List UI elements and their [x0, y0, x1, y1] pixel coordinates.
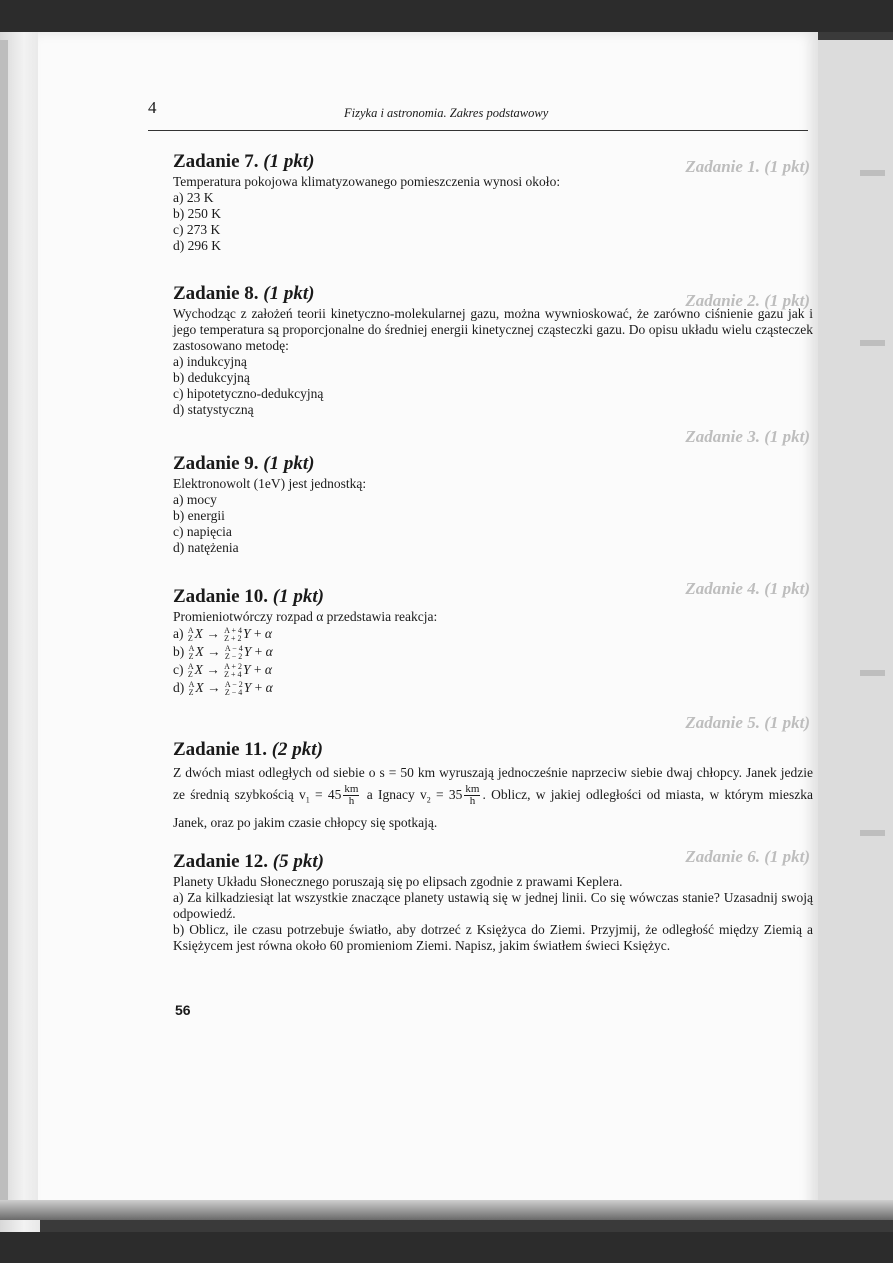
nuclide-indices: A + 2 Z + 4 [224, 661, 243, 679]
task-subquestion-a: a) Za kilkadziesiąt lat wszystkie znaczące planety ustawią się w jednej linii. Co się wówczas stanie? Uzasadnij swoją odpowiedź. [173, 890, 813, 921]
page-header [148, 68, 808, 128]
answer-option: a) indukcyjną [173, 354, 247, 369]
answer-option: b) 250 K [173, 206, 221, 221]
answer-option: d) statystyczną [173, 402, 254, 417]
nuclide-indices: A Z [188, 679, 195, 697]
answer-option: d) 296 K [173, 238, 221, 253]
page-bottom-shadow [0, 1200, 893, 1220]
task-12 [173, 847, 813, 954]
task-heading: Zadanie 9. (1 pkt) [173, 453, 315, 474]
nuclide-indices: A − 4 Z − 2 [224, 643, 243, 661]
task-9 [173, 452, 813, 556]
nuclide-indices: A − 2 Z − 4 [224, 679, 243, 697]
answer-option: c) hipotetyczno-dedukcyjną [173, 386, 324, 401]
task-7 [173, 150, 813, 254]
task-heading: Zadanie 8. (1 pkt) [173, 283, 315, 304]
task-heading: Zadanie 11. (2 pkt) [173, 739, 323, 760]
unit-fraction: $\frac{km}{h}$ [465, 783, 480, 808]
task-question: Z dwóch miast odległych od siebie o s = 50 km wyruszają jednocześnie naprzeciw siebie dwaj chłopcy. Janek jedzie ze średnią szybkością $v_1 = 45$ $\frac{km}{h}$ a Ignacy $v_2 = 35$ $\frac{km}{h}$ . Oblicz, w jakiej odległości od miasta, w którym mieszka Janek, oraz po jakim czasie chłopcy się spotkają. [173, 765, 813, 830]
nuclide-indices: A Z [188, 643, 195, 661]
answer-options [173, 354, 813, 418]
task-question: Elektronowolt (1eV) jest jednostką: [173, 476, 367, 491]
scan-border-top [0, 0, 893, 32]
answer-option: a) 23 K [173, 190, 214, 205]
bleed-through-text: Zadanie 2. (1 pkt) [685, 291, 810, 310]
reaction-option: a) A Z X → A + 4 Z + 2 Y + α [173, 625, 272, 643]
task-11 [173, 738, 813, 834]
reaction-option: d) A Z X → A − 2 Z − 4 Y + α [173, 679, 273, 697]
scan-border-bottom [0, 1232, 893, 1263]
running-title: Fizyka i astronomia. Zakres podstawowy [344, 106, 549, 120]
header-divider [148, 130, 808, 131]
task-question: Promieniotwórczy rozpad α przedstawia reakcja: [173, 609, 438, 624]
next-page-edge [815, 40, 893, 1215]
answer-option: b) dedukcyjną [173, 370, 250, 385]
answer-option: a) mocy [173, 492, 217, 507]
bleed-through-text: Zadanie 6. (1 pkt) [685, 847, 810, 866]
bleed-through-text: Zadanie 3. (1 pkt) [685, 427, 810, 446]
answer-option: c) napięcia [173, 524, 232, 539]
unit-fraction: $\frac{km}{h}$ [344, 783, 359, 808]
task-question: Temperatura pokojowa klimatyzowanego pomieszczenia wynosi około: [173, 174, 561, 189]
nuclide-indices: A Z [187, 625, 194, 643]
task-8 [173, 282, 813, 418]
footer-page-number: 56 [175, 1002, 191, 1018]
bleed-through-text: Zadanie 5. (1 pkt) [685, 713, 810, 732]
task-question: Wychodząc z założeń teorii kinetyczno-molekularnej gazu, można wywnioskować, że zarówno ciśnienie gazu jak i jego temperatura są proporcjonalne do średniej energii kinetycznej cząsteczki gazu. Do opisu układu wielu cząsteczek zastosowano metodę: [173, 306, 813, 353]
task-question: Planety Układu Słonecznego poruszają się po elipsach zgodnie z prawami Keplera. [173, 874, 623, 889]
answer-option: b) energii [173, 508, 225, 523]
bleed-through-text: Zadanie 1. (1 pkt) [685, 157, 810, 176]
bleed-through-text: Zadanie 4. (1 pkt) [685, 579, 810, 598]
task-heading: Zadanie 7. (1 pkt) [173, 151, 315, 172]
nuclide-indices: A + 4 Z + 2 [224, 625, 243, 643]
reaction-options [173, 625, 813, 697]
task-subquestion-b: b) Oblicz, ile czasu potrzebuje światło, aby dotrzeć z Księżyca do Ziemi. Przyjmij, że odległość między Ziemią a Księżycem jest równa około 60 promieniom Ziemi. Napisz, jakim światłem świeci Księżyc. [173, 922, 813, 953]
answer-option: c) 273 K [173, 222, 221, 237]
answer-option: d) natężenia [173, 540, 239, 555]
task-heading: Zadanie 12. (5 pkt) [173, 851, 324, 872]
book-edge-strip [0, 40, 8, 1220]
answer-options [173, 492, 813, 556]
reaction-option: b) A Z X → A − 4 Z − 2 Y + α [173, 643, 273, 661]
task-heading: Zadanie 10. (1 pkt) [173, 586, 324, 607]
page-number: 4 [148, 98, 157, 117]
answer-options [173, 190, 813, 254]
reaction-option: c) A Z X → A + 2 Z + 4 Y + α [173, 661, 272, 679]
nuclide-indices: A Z [187, 661, 194, 679]
task-10 [173, 585, 813, 697]
